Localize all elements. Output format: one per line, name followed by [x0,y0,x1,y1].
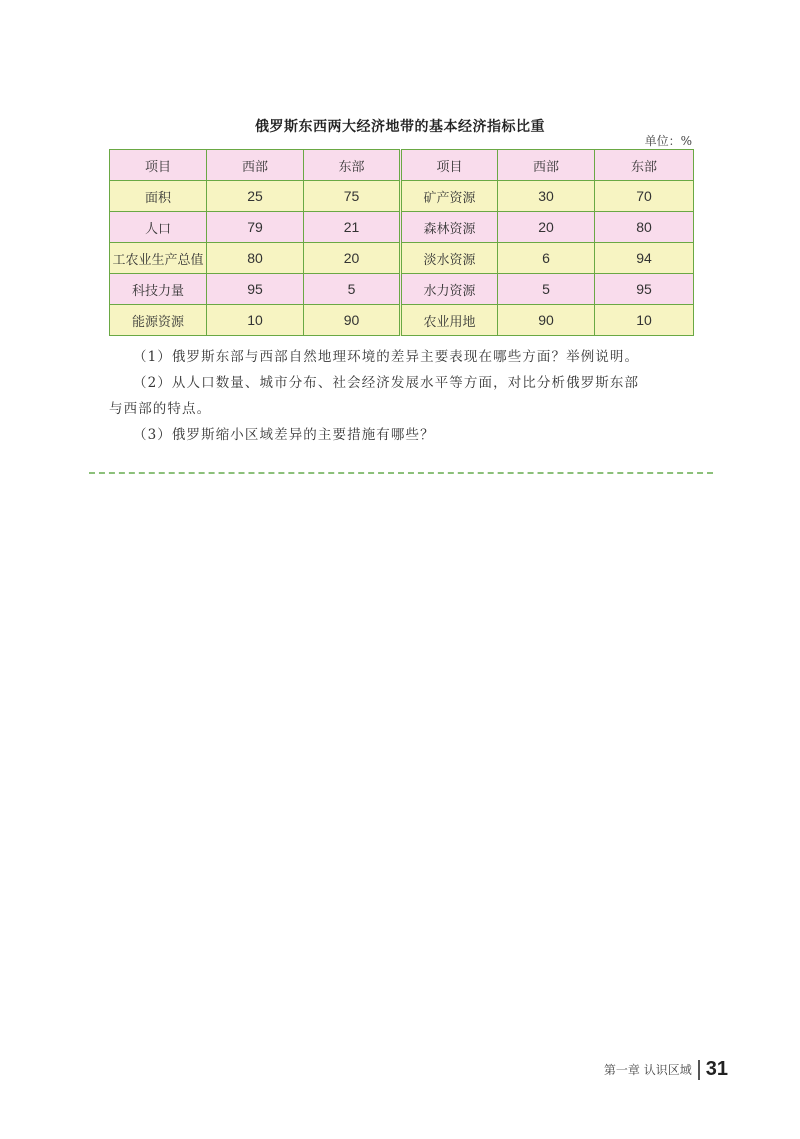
table-cell: 20 [304,243,401,274]
question-3: （3）俄罗斯缩小区域差异的主要措施有哪些？ [133,427,435,443]
dashed-divider [89,472,713,474]
footer-divider [698,1060,700,1080]
table-cell: 70 [595,181,694,212]
table-cell: 工农业生产总值 [110,243,207,274]
table-cell: 25 [207,181,304,212]
table-cell: 5 [498,274,595,305]
table-cell: 能源资源 [110,305,207,336]
table-cell: 95 [595,274,694,305]
table-cell: 94 [595,243,694,274]
header-cell: 西部 [207,150,304,181]
table-row [110,305,694,336]
table-row [110,212,694,243]
table-row [110,243,694,274]
chapter-label: 第一章 认识区域 [603,1063,692,1077]
question-2: （2）从人口数量、城市分布、社会经济发展水平等方面，对比分析俄罗斯东部 [133,375,640,391]
table-cell: 90 [498,305,595,336]
table-cell: 95 [207,274,304,305]
table-row [110,274,694,305]
table-cell: 80 [595,212,694,243]
table-cell: 人口 [110,212,207,243]
table-cell: 面积 [110,181,207,212]
table-cell: 10 [207,305,304,336]
table-cell: 科技力量 [110,274,207,305]
table-cell: 水力资源 [401,274,498,305]
economic-indicator-table [109,149,694,336]
table-cell: 80 [207,243,304,274]
page-footer [604,1058,728,1081]
table-cell: 75 [304,181,401,212]
table-cell: 79 [207,212,304,243]
table-cell: 21 [304,212,401,243]
header-cell: 东部 [304,150,401,181]
table-cell: 森林资源 [401,212,498,243]
table-cell: 5 [304,274,401,305]
header-cell: 项目 [401,150,498,181]
table-cell: 淡水资源 [401,243,498,274]
header-cell: 东部 [595,150,694,181]
header-cell: 西部 [498,150,595,181]
table-cell: 90 [304,305,401,336]
table-cell: 农业用地 [401,305,498,336]
question-2-continuation: 与西部的特点。 [109,401,212,417]
table-header-row [110,150,694,181]
page-number: 31 [705,1058,728,1080]
table-cell: 矿产资源 [401,181,498,212]
table-cell: 10 [595,305,694,336]
table-row [110,181,694,212]
table-title: 俄罗斯东西两大经济地带的基本经济指标比重 [255,119,545,135]
table-cell: 30 [498,181,595,212]
header-cell: 项目 [110,150,207,181]
table-cell: 20 [498,212,595,243]
question-1: （1）俄罗斯东部与西部自然地理环境的差异主要表现在哪些方面？举例说明。 [133,349,640,365]
table-cell: 6 [498,243,595,274]
discussion-questions [109,344,695,448]
unit-label: 单位：% [644,134,692,148]
